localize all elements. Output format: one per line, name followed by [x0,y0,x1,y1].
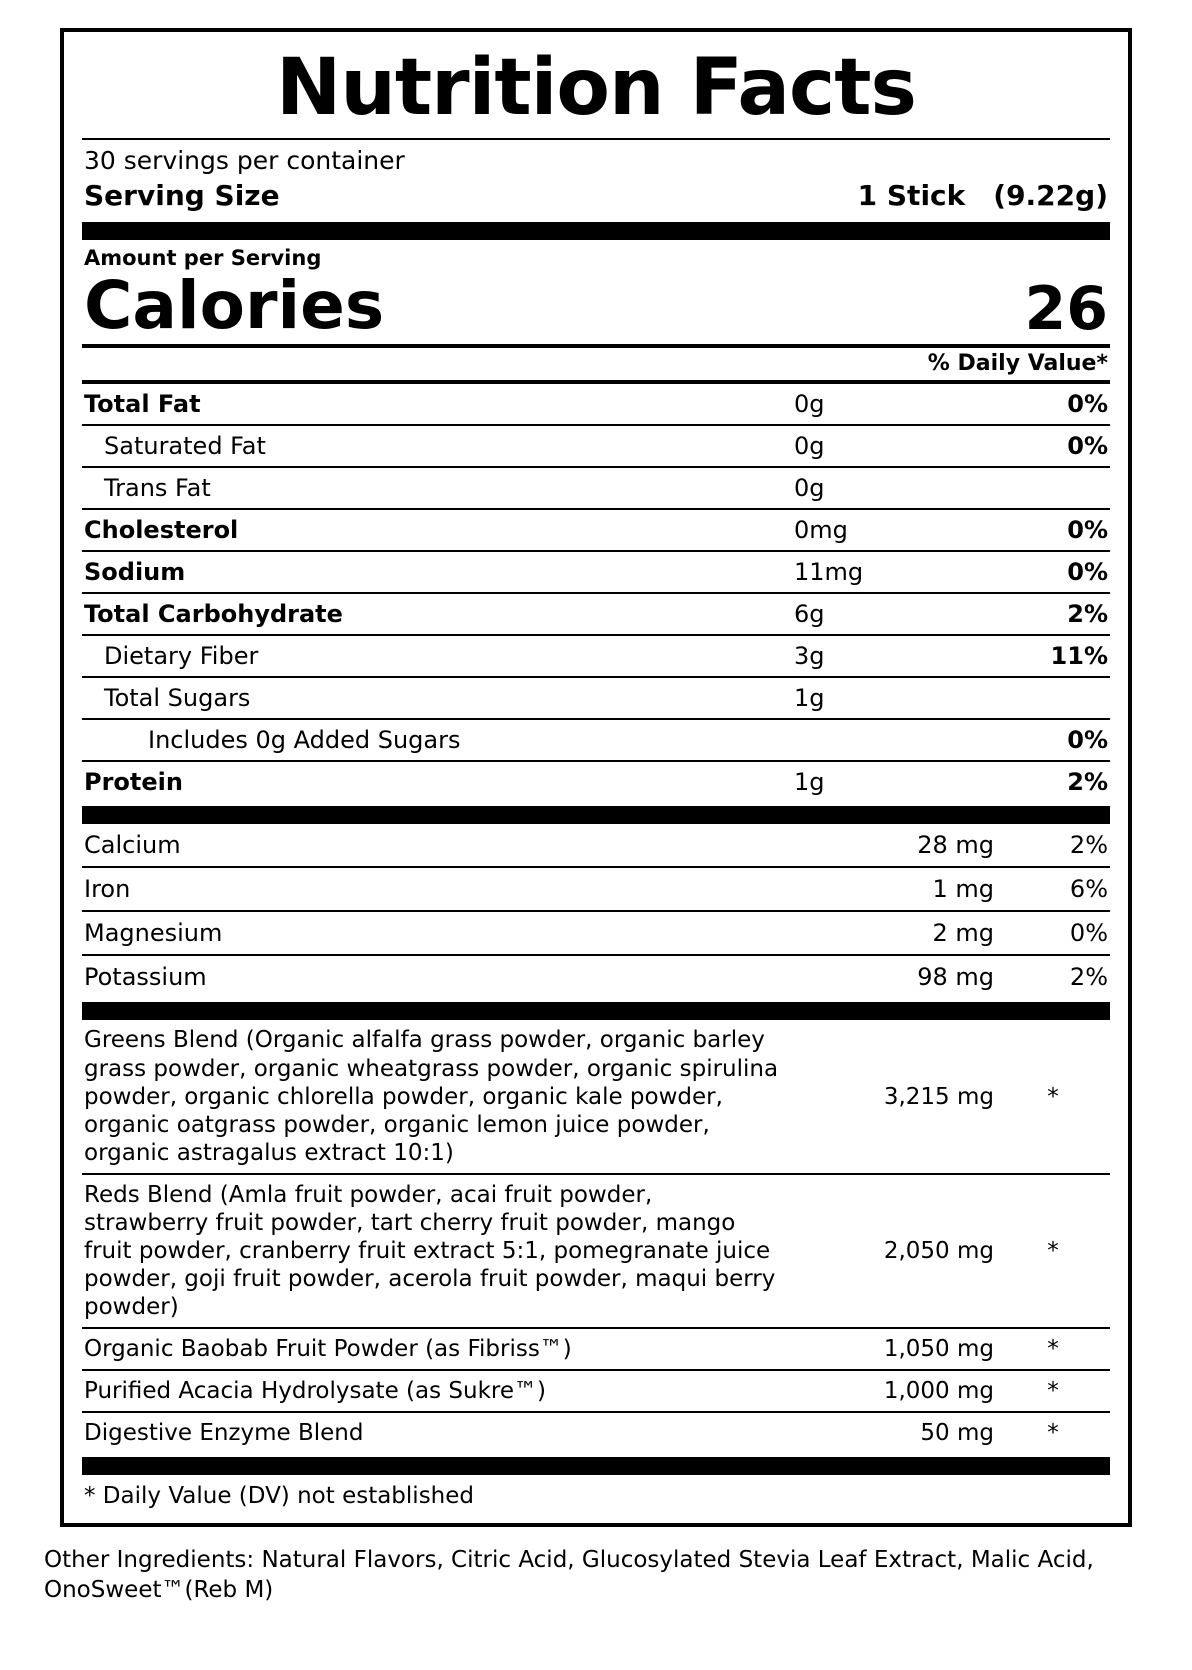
blend-description: Reds Blend (Amla fruit powder, acai fruit powder, strawberry fruit powder, tart cherry fruit powder, mango fruit powder, cranberry fruit extract 5:1, pomegranate juice powder, goji fruit powder, acerola fruit powder, maqui berry powder) [82,1174,782,1328]
nutrient-name: Protein [84,768,183,797]
nutrient-name: Trans Fat [82,467,792,509]
nutrient-amount: 1g [794,768,825,797]
serving-size-value: 1 Stick [857,178,966,212]
nutrient-name: Total Carbohydrate [82,593,792,635]
nutrient-daily-value: 2% [996,593,1110,635]
nutrient-amount: 0g [792,467,996,509]
table-row [82,467,1110,509]
table-row [82,1412,1110,1453]
calories-row [82,266,1110,345]
blend-amount: 1,000 mg [782,1370,996,1412]
nutrient-daily-value [996,467,1110,509]
nutrient-daily-value: 0% [996,425,1110,467]
nutrient-amount: 11mg [792,551,996,593]
blend-daily-value: * [996,1370,1110,1412]
nutrient-table [82,384,1110,802]
table-row [82,719,1110,761]
nutrient-name: Total Sugars [82,677,792,719]
micronutrient-daily-value: 2% [996,824,1110,867]
micronutrient-amount: 28 mg [782,824,996,867]
micronutrient-amount: 1 mg [782,867,996,911]
micronutrient-daily-value: 2% [1069,963,1108,992]
micronutrient-amount: 2 mg [782,911,996,955]
table-row [82,635,1110,677]
nutrient-amount [792,719,996,761]
nutrient-name: Cholesterol [82,509,792,551]
micronutrient-daily-value: 0% [996,911,1110,955]
nutrient-daily-value: 0% [996,719,1110,761]
nutrient-daily-value: 11% [996,635,1110,677]
amount-per-serving-label: Amount per Serving [84,245,322,270]
blend-daily-value: * [996,1020,1110,1173]
blend-description: Organic Baobab Fruit Powder (as Fibriss™) [82,1328,782,1370]
table-row [82,677,1110,719]
nutrition-facts-panel [60,28,1132,1527]
nutrient-amount: 0mg [792,509,996,551]
divider-thick-blends [82,1002,1110,1020]
table-row [82,1370,1110,1412]
table-row [82,1328,1110,1370]
serving-size-row [82,177,1110,218]
micronutrient-table [82,824,1110,998]
calories-label: Calories [84,266,385,344]
table-row [82,911,1110,955]
blend-description: Digestive Enzyme Blend [84,1420,364,1447]
nutrient-daily-value: 0% [996,509,1110,551]
calories-value: 26 [1024,274,1108,345]
table-row [82,593,1110,635]
table-row [82,867,1110,911]
blend-daily-value: * [996,1174,1110,1328]
blend-description: Greens Blend (Organic alfalfa grass powder, organic barley grass powder, organic wheatgrass powder, organic spirulina powder, organic chlorella powder, organic kale powder, organic oatgrass powder, organic lemon juice powder, organic astragalus extract 10:1) [82,1020,782,1173]
micronutrient-amount: 98 mg [917,963,994,992]
other-ingredients: Other Ingredients: Natural Flavors, Citric Acid, Glucosylated Stevia Leaf Extract, Malic Acid, OnoSweet™(Reb M) [44,1547,1094,1604]
table-row [82,551,1110,593]
nutrient-name: Total Fat [82,384,792,425]
blend-daily-value: * [996,1328,1110,1370]
divider-thick-top [82,222,1110,240]
nutrient-amount: 1g [792,677,996,719]
table-row [82,384,1110,425]
nutrient-daily-value: 0% [996,551,1110,593]
nutrient-amount: 0g [792,384,996,425]
page-title: Nutrition Facts [276,43,916,133]
nutrient-daily-value [996,677,1110,719]
table-row [82,509,1110,551]
blend-daily-value: * [1047,1420,1059,1447]
serving-size-label: Serving Size [84,178,280,212]
nutrient-amount: 0g [792,425,996,467]
nutrient-name: Saturated Fat [82,425,792,467]
micronutrient-name: Calcium [82,824,782,867]
nutrient-daily-value: 0% [996,384,1110,425]
table-row [82,1174,1110,1328]
nutrient-daily-value: 2% [1067,768,1108,797]
micronutrient-name: Iron [82,867,782,911]
table-row [82,955,1110,998]
micronutrient-name: Magnesium [82,911,782,955]
blend-amount: 2,050 mg [782,1174,996,1328]
table-row [82,1020,1110,1173]
divider-thick-micro [82,806,1110,824]
daily-value-footnote: * Daily Value (DV) not established [84,1483,475,1510]
nutrient-amount: 6g [792,593,996,635]
nutrient-amount: 3g [792,635,996,677]
blend-amount: 50 mg [920,1420,994,1447]
table-row [82,425,1110,467]
table-row [82,761,1110,802]
blend-amount: 1,050 mg [782,1328,996,1370]
divider-thick-footnote [82,1457,1110,1475]
daily-value-header: % Daily Value* [927,351,1108,377]
servings-per-container: 30 servings per container [84,145,405,175]
blend-amount: 3,215 mg [782,1020,996,1173]
nutrient-name: Includes 0g Added Sugars [82,719,792,761]
nutrient-name: Dietary Fiber [82,635,792,677]
micronutrient-daily-value: 6% [996,867,1110,911]
serving-size-values [858,179,1108,212]
blend-table [82,1020,1110,1453]
nutrient-name: Sodium [82,551,792,593]
blend-description: Purified Acacia Hydrolysate (as Sukre™) [82,1370,782,1412]
serving-size-weight: (9.22g) [993,178,1108,212]
micronutrient-name: Potassium [84,963,207,992]
table-row [82,824,1110,867]
